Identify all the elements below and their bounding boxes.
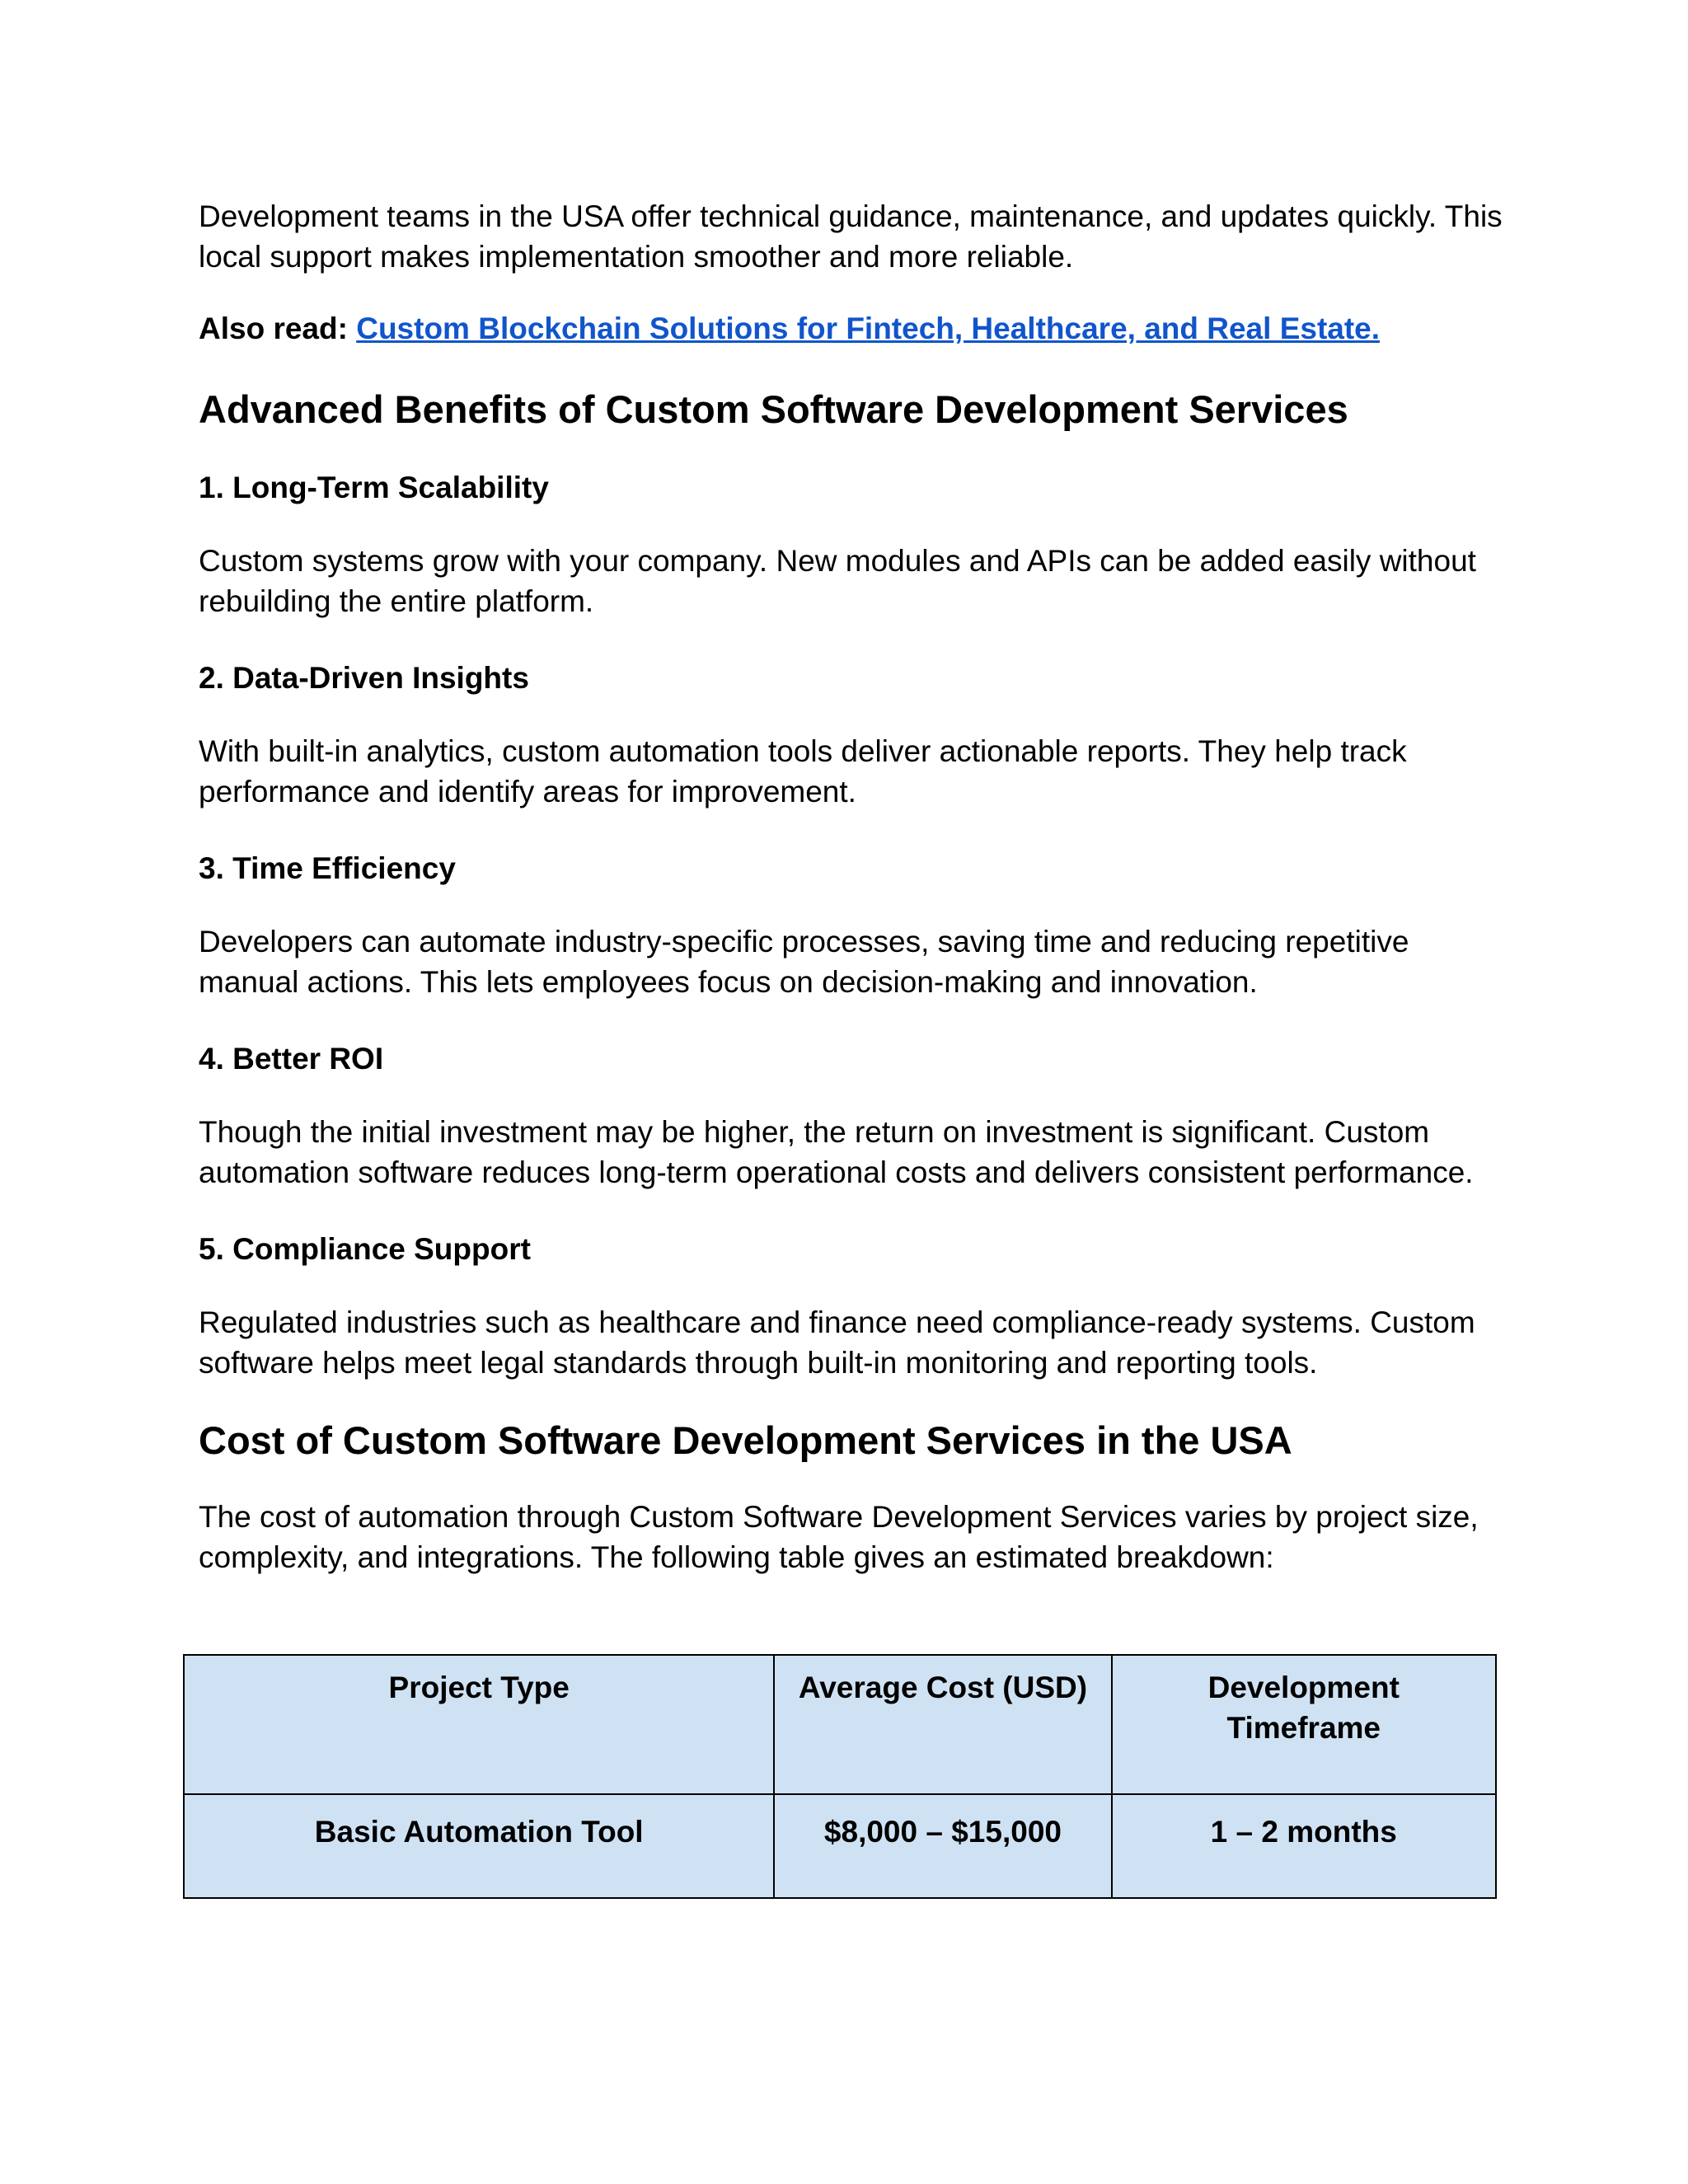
benefit-title-compliance: 5. Compliance Support xyxy=(199,1232,531,1266)
benefit-body-insights: With built-in analytics, custom automation tools deliver actionable reports. They help track performance and identify areas for improvement. xyxy=(199,734,1407,808)
benefit-title-roi: 4. Better ROI xyxy=(199,1042,384,1076)
also-read-label: Also read: xyxy=(199,312,348,345)
benefit-body-compliance: Regulated industries such as healthcare and finance need compliance-ready systems. Custom software helps meet legal standards through built-in monitoring and reporting tools. xyxy=(199,1305,1475,1380)
benefit-body-roi: Though the initial investment may be higher, the return on investment is significant. Custom automation software reduces long-term operational costs and delivers consistent performance. xyxy=(199,1115,1474,1189)
benefit-body-scalability: Custom systems grow with your company. New modules and APIs can be added easily without rebuilding the entire platform. xyxy=(199,544,1476,618)
benefit-body-time-efficiency: Developers can automate industry-specific processes, saving time and reducing repetitive manual actions. This lets employees focus on decision-making and innovation. xyxy=(199,925,1409,999)
table-cell: $8,000 – $15,000 xyxy=(774,1794,1111,1898)
cost-intro-paragraph: The cost of automation through Custom Software Development Services varies by project size, complexity, and integrations. The following table gives an estimated breakdown: xyxy=(199,1500,1479,1574)
table-header-cell: Average Cost (USD) xyxy=(774,1655,1111,1794)
benefit-title-insights: 2. Data-Driven Insights xyxy=(199,661,529,695)
table-header-row xyxy=(184,1655,1496,1794)
table-header-cell: Development Timeframe xyxy=(1112,1655,1496,1794)
table-cell: 1 – 2 months xyxy=(1112,1794,1496,1898)
document-page xyxy=(199,196,1517,1614)
benefit-title-scalability: 1. Long-Term Scalability xyxy=(199,471,549,504)
also-read-link[interactable]: Custom Blockchain Solutions for Fintech, Healthcare, and Real Estate. xyxy=(356,312,1381,345)
table-row xyxy=(184,1794,1496,1898)
cost-table xyxy=(183,1654,1497,1899)
also-read-line xyxy=(199,308,1517,349)
benefits-heading: Advanced Benefits of Custom Software Development Services xyxy=(199,387,1348,431)
benefit-title-time-efficiency: 3. Time Efficiency xyxy=(199,851,456,885)
intro-paragraph: Development teams in the USA offer technical guidance, maintenance, and updates quickly. This local support makes implementation smoother and more reliable. xyxy=(199,199,1503,274)
cost-heading: Cost of Custom Software Development Services in the USA xyxy=(199,1418,1292,1462)
table-cell: Basic Automation Tool xyxy=(184,1794,774,1898)
table-header-cell: Project Type xyxy=(184,1655,774,1794)
